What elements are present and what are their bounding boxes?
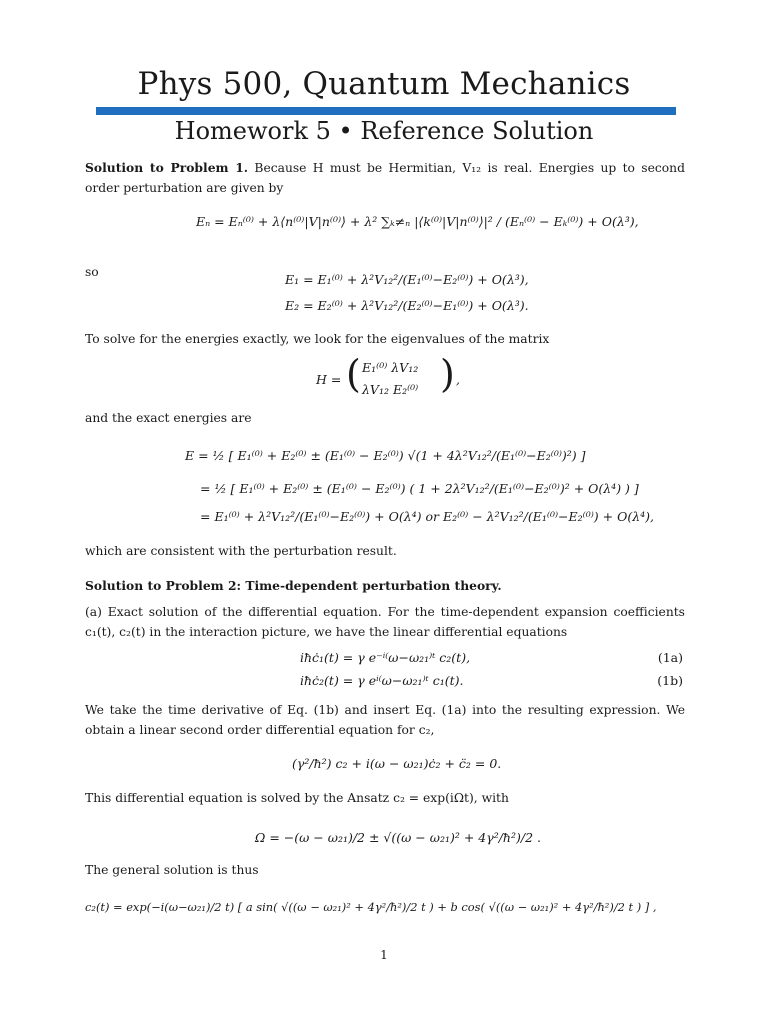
equation-1a-number: (1a)	[657, 650, 683, 665]
problem1-intro-text: Because H must be Hermitian, V₁₂ is real. Energies up to second order perturbation are given by	[85, 161, 685, 195]
problem2-part-a-paragraph: (a) Exact solution of the differential equation. For the time-dependent expansion coefficients c₁(t), c₂(t) in the interaction picture, we have the linear differential equations	[85, 605, 685, 639]
text-so: so	[85, 265, 99, 279]
problem2-heading: Solution to Problem 2: Time-dependent perturbation theory.	[85, 578, 502, 593]
document-title: Phys 500, Quantum Mechanics	[137, 66, 631, 102]
equation-second-order: (γ²/ħ²) c₂ + i(ω − ω₂₁)ċ₂ + c̈₂ = 0.	[292, 756, 502, 771]
matrix-row-2: λV₁₂ E₂⁽⁰⁾	[362, 382, 419, 397]
ansatz-paragraph: This differential equation is solved by the Ansatz c₂ = exp(iΩt), with	[85, 791, 509, 805]
exact-energies-intro: and the exact energies are	[85, 411, 252, 425]
problem1-intro-paragraph	[85, 158, 685, 198]
equation-e2: E₂ = E₂⁽⁰⁾ + λ²V₁₂²/(E₂⁽⁰⁾−E₁⁽⁰⁾) + O(λ³).	[285, 298, 529, 313]
equation-e1: E₁ = E₁⁽⁰⁾ + λ²V₁₂²/(E₁⁽⁰⁾−E₂⁽⁰⁾) + O(λ³),	[285, 272, 529, 287]
right-paren-icon: )	[440, 352, 455, 396]
equation-general-solution: c₂(t) = exp(−i(ω−ω₂₁)/2 t) [ a sin( √((ω − ω₂₁)² + 4γ²/ħ²)/2 t ) + b cos( √((ω − ω₂₁)² + 4γ²/ħ²)/2 t ) ] ,	[85, 900, 657, 914]
equation-exact-line-3: = E₁⁽⁰⁾ + λ²V₁₂²/(E₁⁽⁰⁾−E₂⁽⁰⁾) + O(λ⁴) or E₂⁽⁰⁾ − λ²V₁₂²/(E₁⁽⁰⁾−E₂⁽⁰⁾) + O(λ⁴),	[200, 509, 655, 524]
matrix-lhs: H =	[316, 372, 342, 387]
problem1-heading: Solution to Problem 1.	[85, 160, 249, 175]
page-number: 1	[380, 948, 388, 962]
left-paren-icon: (	[346, 352, 361, 396]
equation-1b: iħċ₂(t) = γ eⁱ⁽ω−ω₂₁⁾ᵗ c₁(t).	[300, 673, 464, 688]
equation-1b-number: (1b)	[657, 673, 683, 688]
equation-exact-line-1: E = ½ [ E₁⁽⁰⁾ + E₂⁽⁰⁾ ± (E₁⁽⁰⁾ − E₂⁽⁰⁾) √(1 + 4λ²V₁₂²/(E₁⁽⁰⁾−E₂⁽⁰⁾)²) ]	[185, 448, 586, 463]
equation-exact-line-2: = ½ [ E₁⁽⁰⁾ + E₂⁽⁰⁾ ± (E₁⁽⁰⁾ − E₂⁽⁰⁾) ( 1 + 2λ²V₁₂²/(E₁⁽⁰⁾−E₂⁽⁰⁾)² + O(λ⁴) ) ]	[200, 481, 639, 496]
derivative-paragraph: We take the time derivative of Eq. (1b) and insert Eq. (1a) into the resulting expression. We obtain a linear second order differential equation for c₂,	[85, 703, 685, 737]
problem2-heading-paragraph	[85, 576, 685, 596]
matrix-row-1: E₁⁽⁰⁾ λV₁₂	[362, 360, 419, 375]
equation-perturbation-general: Eₙ = Eₙ⁽⁰⁾ + λ⟨n⁽⁰⁾|V|n⁽⁰⁾⟩ + λ² ∑ₖ≠ₙ |⟨k⁽⁰⁾|V|n⁽⁰⁾⟩|² / (Eₙ⁽⁰⁾ − Eₖ⁽⁰⁾) + O(λ³),	[196, 214, 639, 229]
problem1-conclusion: which are consistent with the perturbation result.	[85, 544, 397, 558]
equation-omega: Ω = −(ω − ω₂₁)/2 ± √((ω − ω₂₁)² + 4γ²/ħ²)/2 .	[255, 830, 541, 845]
matrix-intro-paragraph: To solve for the energies exactly, we look for the eigenvalues of the matrix	[85, 332, 550, 346]
equation-1a: iħċ₁(t) = γ e⁻ⁱ⁽ω−ω₂₁⁾ᵗ c₂(t),	[300, 650, 471, 665]
title-rule	[96, 107, 676, 115]
general-solution-intro: The general solution is thus	[85, 863, 259, 877]
matrix-tail: ,	[456, 372, 460, 387]
document-subtitle: Homework 5 • Reference Solution	[174, 117, 594, 145]
